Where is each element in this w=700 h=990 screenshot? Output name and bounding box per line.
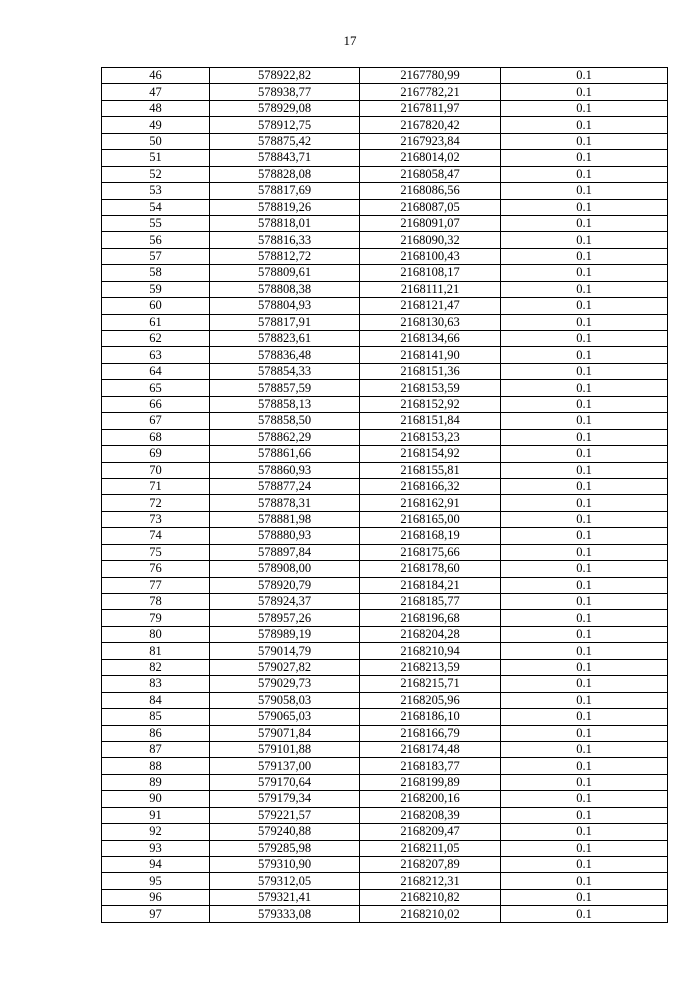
- table-row: [102, 150, 668, 166]
- x-coordinate-cell: 578929,08: [210, 100, 360, 116]
- y-coordinate-cell: 2168186,10: [360, 709, 501, 725]
- y-coordinate-cell: 2168204,28: [360, 626, 501, 642]
- table-row: [102, 199, 668, 215]
- y-coordinate-cell: 2168086,56: [360, 183, 501, 199]
- accuracy-cell: 0.1: [501, 215, 668, 231]
- x-coordinate-cell: 579029,73: [210, 676, 360, 692]
- y-coordinate-cell: 2168134,66: [360, 331, 501, 347]
- x-coordinate-cell: 578804,93: [210, 298, 360, 314]
- table-row: [102, 183, 668, 199]
- table-row: [102, 298, 668, 314]
- accuracy-cell: 0.1: [501, 150, 668, 166]
- accuracy-cell: 0.1: [501, 133, 668, 149]
- accuracy-cell: 0.1: [501, 840, 668, 856]
- table-row: [102, 873, 668, 889]
- y-coordinate-cell: 2168212,31: [360, 873, 501, 889]
- table-row: [102, 215, 668, 231]
- accuracy-cell: 0.1: [501, 265, 668, 281]
- x-coordinate-cell: 578880,93: [210, 528, 360, 544]
- table-row: [102, 117, 668, 133]
- page-number: 17: [343, 33, 357, 48]
- y-coordinate-cell: 2168151,36: [360, 363, 501, 379]
- y-coordinate-cell: 2168130,63: [360, 314, 501, 330]
- y-coordinate-cell: 2168166,79: [360, 725, 501, 741]
- accuracy-cell: 0.1: [501, 594, 668, 610]
- y-coordinate-cell: 2168153,59: [360, 380, 501, 396]
- accuracy-cell: 0.1: [501, 709, 668, 725]
- accuracy-cell: 0.1: [501, 741, 668, 757]
- x-coordinate-cell: 579058,03: [210, 692, 360, 708]
- point-number-cell: 54: [102, 199, 210, 215]
- table-row: [102, 906, 668, 922]
- x-coordinate-cell: 578938,77: [210, 84, 360, 100]
- y-coordinate-cell: 2168207,89: [360, 857, 501, 873]
- accuracy-cell: 0.1: [501, 84, 668, 100]
- x-coordinate-cell: 579179,34: [210, 791, 360, 807]
- accuracy-cell: 0.1: [501, 100, 668, 116]
- table-row: [102, 265, 668, 281]
- point-number-cell: 50: [102, 133, 210, 149]
- point-number-cell: 69: [102, 446, 210, 462]
- table-row: [102, 133, 668, 149]
- accuracy-cell: 0.1: [501, 807, 668, 823]
- x-coordinate-cell: 578809,61: [210, 265, 360, 281]
- table-row: [102, 840, 668, 856]
- accuracy-cell: 0.1: [501, 774, 668, 790]
- y-coordinate-cell: 2167782,21: [360, 84, 501, 100]
- table-row: [102, 347, 668, 363]
- x-coordinate-cell: 578912,75: [210, 117, 360, 133]
- y-coordinate-cell: 2168152,92: [360, 396, 501, 412]
- x-coordinate-cell: 578817,91: [210, 314, 360, 330]
- accuracy-cell: 0.1: [501, 166, 668, 182]
- table-row: [102, 396, 668, 412]
- y-coordinate-cell: 2167780,99: [360, 68, 501, 84]
- y-coordinate-cell: 2168121,47: [360, 298, 501, 314]
- y-coordinate-cell: 2168151,84: [360, 413, 501, 429]
- point-number-cell: 58: [102, 265, 210, 281]
- x-coordinate-cell: 578819,26: [210, 199, 360, 215]
- accuracy-cell: 0.1: [501, 314, 668, 330]
- point-number-cell: 67: [102, 413, 210, 429]
- point-number-cell: 97: [102, 906, 210, 922]
- point-number-cell: 93: [102, 840, 210, 856]
- point-number-cell: 73: [102, 511, 210, 527]
- accuracy-cell: 0.1: [501, 643, 668, 659]
- x-coordinate-cell: 578862,29: [210, 429, 360, 445]
- accuracy-cell: 0.1: [501, 528, 668, 544]
- table-row: [102, 758, 668, 774]
- accuracy-cell: 0.1: [501, 873, 668, 889]
- table-row: [102, 626, 668, 642]
- table-row: [102, 511, 668, 527]
- point-number-cell: 83: [102, 676, 210, 692]
- table-row: [102, 692, 668, 708]
- point-number-cell: 51: [102, 150, 210, 166]
- table-row: [102, 659, 668, 675]
- x-coordinate-cell: 578989,19: [210, 626, 360, 642]
- y-coordinate-cell: 2168111,21: [360, 281, 501, 297]
- x-coordinate-cell: 578877,24: [210, 478, 360, 494]
- y-coordinate-cell: 2168014,02: [360, 150, 501, 166]
- point-number-cell: 84: [102, 692, 210, 708]
- table-row: [102, 281, 668, 297]
- point-number-cell: 61: [102, 314, 210, 330]
- point-number-cell: 46: [102, 68, 210, 84]
- point-number-cell: 68: [102, 429, 210, 445]
- x-coordinate-cell: 578875,42: [210, 133, 360, 149]
- x-coordinate-cell: 578881,98: [210, 511, 360, 527]
- y-coordinate-cell: 2168087,05: [360, 199, 501, 215]
- x-coordinate-cell: 578878,31: [210, 495, 360, 511]
- point-number-cell: 48: [102, 100, 210, 116]
- table-row: [102, 824, 668, 840]
- point-number-cell: 94: [102, 857, 210, 873]
- point-number-cell: 85: [102, 709, 210, 725]
- x-coordinate-cell: 578828,08: [210, 166, 360, 182]
- table-row: [102, 380, 668, 396]
- accuracy-cell: 0.1: [501, 183, 668, 199]
- y-coordinate-cell: 2168108,17: [360, 265, 501, 281]
- x-coordinate-cell: 578861,66: [210, 446, 360, 462]
- x-coordinate-cell: 579027,82: [210, 659, 360, 675]
- point-number-cell: 49: [102, 117, 210, 133]
- x-coordinate-cell: 579312,05: [210, 873, 360, 889]
- accuracy-cell: 0.1: [501, 495, 668, 511]
- accuracy-cell: 0.1: [501, 610, 668, 626]
- table-row: [102, 248, 668, 264]
- point-number-cell: 72: [102, 495, 210, 511]
- point-number-cell: 52: [102, 166, 210, 182]
- table-row: [102, 544, 668, 560]
- x-coordinate-cell: 578823,61: [210, 331, 360, 347]
- y-coordinate-cell: 2168141,90: [360, 347, 501, 363]
- accuracy-cell: 0.1: [501, 363, 668, 379]
- y-coordinate-cell: 2168196,68: [360, 610, 501, 626]
- point-number-cell: 79: [102, 610, 210, 626]
- y-coordinate-cell: 2168200,16: [360, 791, 501, 807]
- point-number-cell: 91: [102, 807, 210, 823]
- accuracy-cell: 0.1: [501, 626, 668, 642]
- x-coordinate-cell: 579333,08: [210, 906, 360, 922]
- table-row: [102, 495, 668, 511]
- accuracy-cell: 0.1: [501, 791, 668, 807]
- table-row: [102, 84, 668, 100]
- y-coordinate-cell: 2168208,39: [360, 807, 501, 823]
- point-number-cell: 74: [102, 528, 210, 544]
- accuracy-cell: 0.1: [501, 68, 668, 84]
- point-number-cell: 89: [102, 774, 210, 790]
- point-number-cell: 90: [102, 791, 210, 807]
- x-coordinate-cell: 578843,71: [210, 150, 360, 166]
- y-coordinate-cell: 2168153,23: [360, 429, 501, 445]
- y-coordinate-cell: 2168213,59: [360, 659, 501, 675]
- y-coordinate-cell: 2168165,00: [360, 511, 501, 527]
- table-row: [102, 643, 668, 659]
- y-coordinate-cell: 2168175,66: [360, 544, 501, 560]
- x-coordinate-cell: 578858,13: [210, 396, 360, 412]
- table-row: [102, 528, 668, 544]
- point-number-cell: 70: [102, 462, 210, 478]
- table-row: [102, 314, 668, 330]
- y-coordinate-cell: 2168209,47: [360, 824, 501, 840]
- x-coordinate-cell: 578836,48: [210, 347, 360, 363]
- accuracy-cell: 0.1: [501, 659, 668, 675]
- x-coordinate-cell: 578922,82: [210, 68, 360, 84]
- point-number-cell: 53: [102, 183, 210, 199]
- table-row: [102, 610, 668, 626]
- point-number-cell: 92: [102, 824, 210, 840]
- x-coordinate-cell: 579321,41: [210, 889, 360, 905]
- point-number-cell: 95: [102, 873, 210, 889]
- accuracy-cell: 0.1: [501, 577, 668, 593]
- y-coordinate-cell: 2168174,48: [360, 741, 501, 757]
- table-row: [102, 478, 668, 494]
- y-coordinate-cell: 2168155,81: [360, 462, 501, 478]
- y-coordinate-cell: 2167820,42: [360, 117, 501, 133]
- point-number-cell: 86: [102, 725, 210, 741]
- accuracy-cell: 0.1: [501, 692, 668, 708]
- x-coordinate-cell: 578854,33: [210, 363, 360, 379]
- table-row: [102, 166, 668, 182]
- accuracy-cell: 0.1: [501, 117, 668, 133]
- x-coordinate-cell: 579170,64: [210, 774, 360, 790]
- x-coordinate-cell: 579137,00: [210, 758, 360, 774]
- table-row: [102, 594, 668, 610]
- accuracy-cell: 0.1: [501, 857, 668, 873]
- point-number-cell: 80: [102, 626, 210, 642]
- x-coordinate-cell: 578808,38: [210, 281, 360, 297]
- table-row: [102, 100, 668, 116]
- x-coordinate-cell: 578817,69: [210, 183, 360, 199]
- coordinates-table: [101, 67, 668, 923]
- y-coordinate-cell: 2168215,71: [360, 676, 501, 692]
- table-row: [102, 709, 668, 725]
- point-number-cell: 60: [102, 298, 210, 314]
- x-coordinate-cell: 578860,93: [210, 462, 360, 478]
- point-number-cell: 47: [102, 84, 210, 100]
- x-coordinate-cell: 578897,84: [210, 544, 360, 560]
- accuracy-cell: 0.1: [501, 396, 668, 412]
- point-number-cell: 81: [102, 643, 210, 659]
- point-number-cell: 63: [102, 347, 210, 363]
- y-coordinate-cell: 2168210,02: [360, 906, 501, 922]
- point-number-cell: 59: [102, 281, 210, 297]
- accuracy-cell: 0.1: [501, 676, 668, 692]
- table-row: [102, 676, 668, 692]
- accuracy-cell: 0.1: [501, 561, 668, 577]
- x-coordinate-cell: 579285,98: [210, 840, 360, 856]
- x-coordinate-cell: 579071,84: [210, 725, 360, 741]
- accuracy-cell: 0.1: [501, 906, 668, 922]
- point-number-cell: 62: [102, 331, 210, 347]
- y-coordinate-cell: 2168058,47: [360, 166, 501, 182]
- point-number-cell: 78: [102, 594, 210, 610]
- x-coordinate-cell: 578857,59: [210, 380, 360, 396]
- y-coordinate-cell: 2168100,43: [360, 248, 501, 264]
- accuracy-cell: 0.1: [501, 232, 668, 248]
- accuracy-cell: 0.1: [501, 544, 668, 560]
- table-row: [102, 413, 668, 429]
- table-row: [102, 741, 668, 757]
- accuracy-cell: 0.1: [501, 298, 668, 314]
- accuracy-cell: 0.1: [501, 446, 668, 462]
- point-number-cell: 71: [102, 478, 210, 494]
- y-coordinate-cell: 2168178,60: [360, 561, 501, 577]
- point-number-cell: 82: [102, 659, 210, 675]
- y-coordinate-cell: 2168168,19: [360, 528, 501, 544]
- x-coordinate-cell: 579014,79: [210, 643, 360, 659]
- table-row: [102, 331, 668, 347]
- point-number-cell: 77: [102, 577, 210, 593]
- x-coordinate-cell: 578858,50: [210, 413, 360, 429]
- table-row: [102, 725, 668, 741]
- accuracy-cell: 0.1: [501, 478, 668, 494]
- point-number-cell: 56: [102, 232, 210, 248]
- point-number-cell: 65: [102, 380, 210, 396]
- y-coordinate-cell: 2168211,05: [360, 840, 501, 856]
- x-coordinate-cell: 578816,33: [210, 232, 360, 248]
- table-row: [102, 791, 668, 807]
- accuracy-cell: 0.1: [501, 199, 668, 215]
- y-coordinate-cell: 2167923,84: [360, 133, 501, 149]
- point-number-cell: 66: [102, 396, 210, 412]
- point-number-cell: 96: [102, 889, 210, 905]
- x-coordinate-cell: 579101,88: [210, 741, 360, 757]
- accuracy-cell: 0.1: [501, 511, 668, 527]
- accuracy-cell: 0.1: [501, 380, 668, 396]
- x-coordinate-cell: 579221,57: [210, 807, 360, 823]
- accuracy-cell: 0.1: [501, 889, 668, 905]
- y-coordinate-cell: 2167811,97: [360, 100, 501, 116]
- accuracy-cell: 0.1: [501, 758, 668, 774]
- y-coordinate-cell: 2168162,91: [360, 495, 501, 511]
- table-row: [102, 68, 668, 84]
- y-coordinate-cell: 2168166,32: [360, 478, 501, 494]
- y-coordinate-cell: 2168184,21: [360, 577, 501, 593]
- point-number-cell: 57: [102, 248, 210, 264]
- table-row: [102, 363, 668, 379]
- x-coordinate-cell: 579240,88: [210, 824, 360, 840]
- y-coordinate-cell: 2168199,89: [360, 774, 501, 790]
- y-coordinate-cell: 2168091,07: [360, 215, 501, 231]
- x-coordinate-cell: 578812,72: [210, 248, 360, 264]
- y-coordinate-cell: 2168154,92: [360, 446, 501, 462]
- y-coordinate-cell: 2168183,77: [360, 758, 501, 774]
- accuracy-cell: 0.1: [501, 725, 668, 741]
- point-number-cell: 76: [102, 561, 210, 577]
- table-row: [102, 232, 668, 248]
- table-row: [102, 446, 668, 462]
- accuracy-cell: 0.1: [501, 248, 668, 264]
- accuracy-cell: 0.1: [501, 824, 668, 840]
- table-row: [102, 429, 668, 445]
- x-coordinate-cell: 578818,01: [210, 215, 360, 231]
- x-coordinate-cell: 579065,03: [210, 709, 360, 725]
- point-number-cell: 55: [102, 215, 210, 231]
- accuracy-cell: 0.1: [501, 429, 668, 445]
- accuracy-cell: 0.1: [501, 413, 668, 429]
- table-row: [102, 857, 668, 873]
- x-coordinate-cell: 578908,00: [210, 561, 360, 577]
- accuracy-cell: 0.1: [501, 331, 668, 347]
- x-coordinate-cell: 578924,37: [210, 594, 360, 610]
- x-coordinate-cell: 578920,79: [210, 577, 360, 593]
- coordinates-table-body: [102, 68, 668, 923]
- point-number-cell: 64: [102, 363, 210, 379]
- point-number-cell: 88: [102, 758, 210, 774]
- x-coordinate-cell: 578957,26: [210, 610, 360, 626]
- accuracy-cell: 0.1: [501, 281, 668, 297]
- table-row: [102, 462, 668, 478]
- point-number-cell: 75: [102, 544, 210, 560]
- y-coordinate-cell: 2168210,94: [360, 643, 501, 659]
- accuracy-cell: 0.1: [501, 462, 668, 478]
- table-row: [102, 577, 668, 593]
- table-row: [102, 774, 668, 790]
- y-coordinate-cell: 2168205,96: [360, 692, 501, 708]
- y-coordinate-cell: 2168185,77: [360, 594, 501, 610]
- table-row: [102, 561, 668, 577]
- y-coordinate-cell: 2168210,82: [360, 889, 501, 905]
- accuracy-cell: 0.1: [501, 347, 668, 363]
- table-row: [102, 889, 668, 905]
- x-coordinate-cell: 579310,90: [210, 857, 360, 873]
- point-number-cell: 87: [102, 741, 210, 757]
- y-coordinate-cell: 2168090,32: [360, 232, 501, 248]
- table-row: [102, 807, 668, 823]
